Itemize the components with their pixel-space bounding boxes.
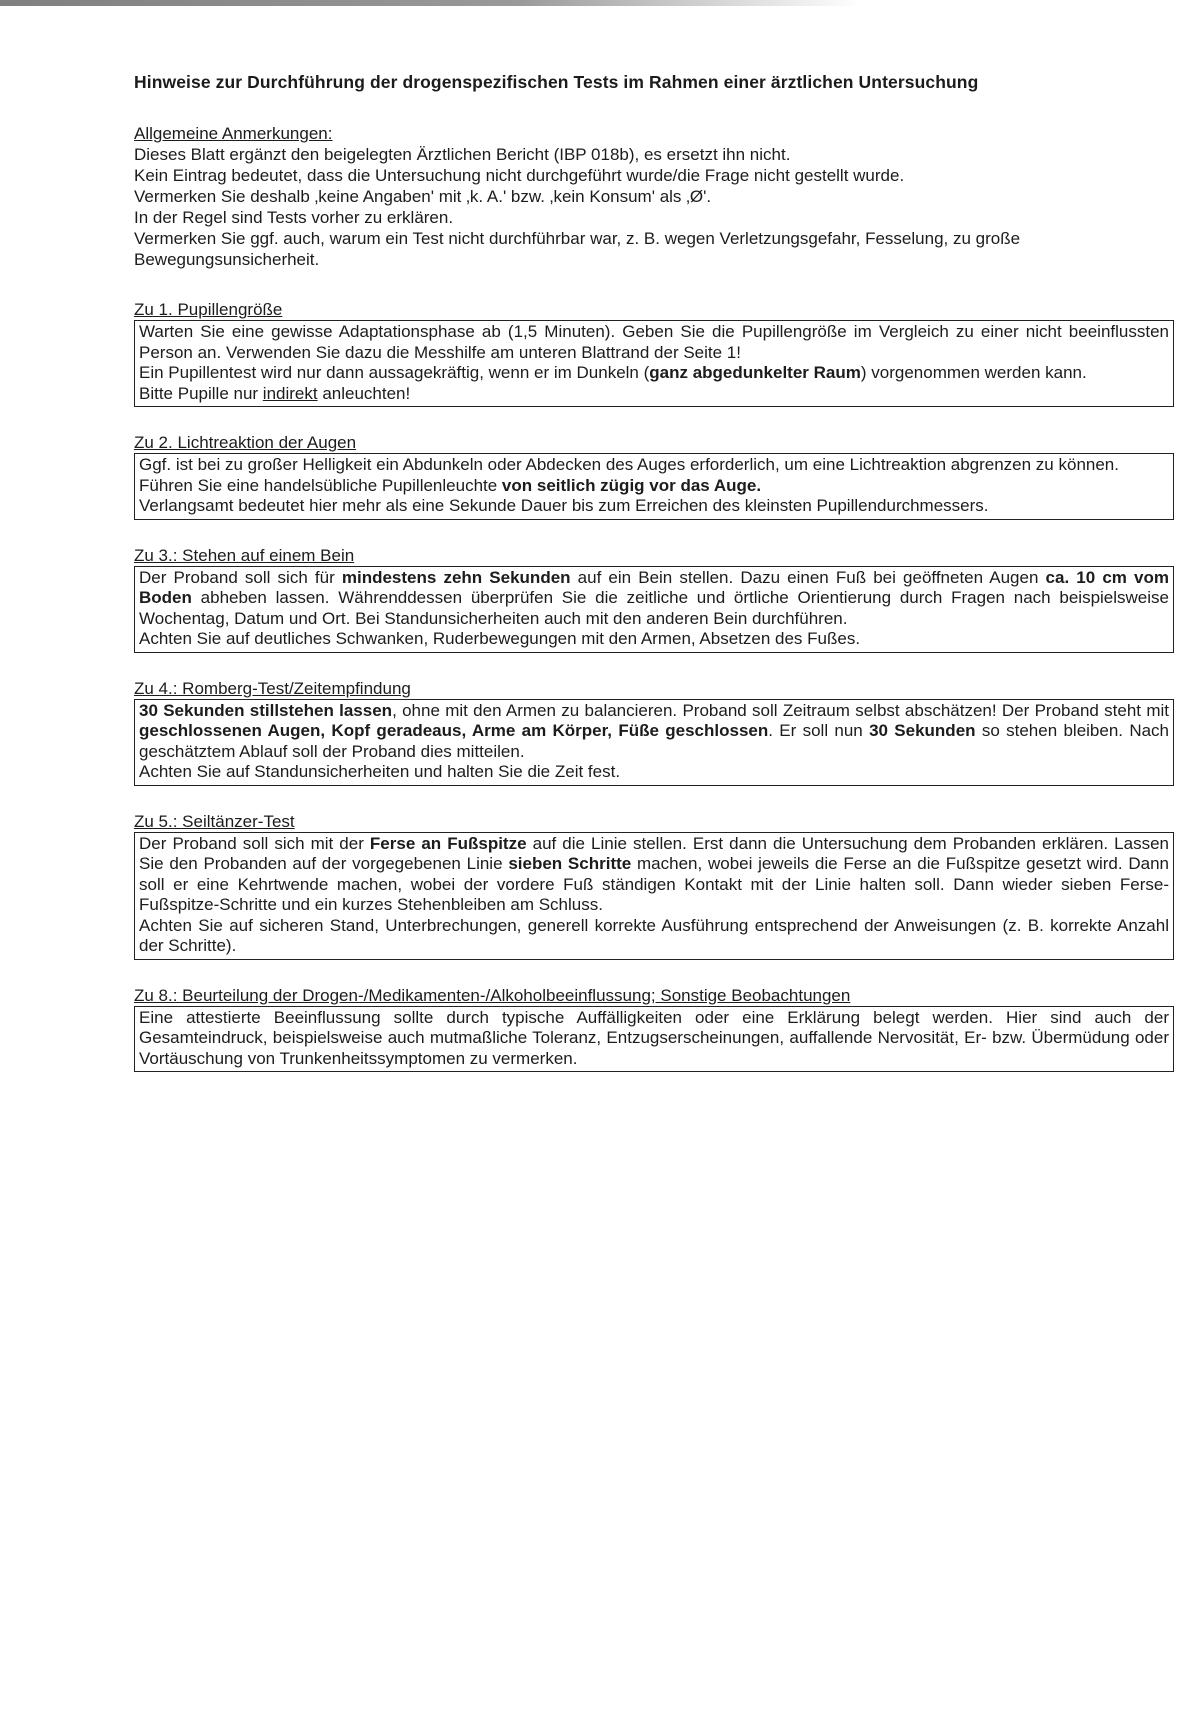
paragraph: Der Proband soll sich für mindestens zehn Sekunden auf ein Bein stellen. Dazu einen Fuß bei geöffneten Augen ca. 10 cm vom Boden abheben lassen. Währenddessen überprüfen Sie die zeitliche und örtliche Orientierung durch Fragen nach beispielsweise Wochentag, Datum und Ort. Bei Standunsicherheiten auch mit den anderen Bein durchführen. bbox=[139, 567, 1169, 628]
section-assessment bbox=[134, 986, 1174, 1073]
document-title: Hinweise zur Durchführung der drogenspezifischen Tests im Rahmen einer ärztlichen Untersuchung bbox=[134, 72, 979, 92]
paragraph: Bitte Pupille nur indirekt anleuchten! bbox=[139, 383, 411, 403]
section-box bbox=[134, 1006, 1174, 1073]
general-remark-line: Kein Eintrag bedeutet, dass die Untersuchung nicht durchgeführt wurde/die Frage nicht gestellt wurde. bbox=[134, 166, 905, 185]
section-box bbox=[134, 453, 1174, 520]
paragraph: Der Proband soll sich mit der Ferse an Fußspitze auf die Linie stellen. Erst dann die Untersuchung dem Probanden erklären. Lassen Sie den Probanden auf der vorgegebenen Linie sieben Schritte machen, wobei jeweils die Ferse an die Fußspitze gesetzt wird. Dann soll er eine Kehrtwende machen, wobei der vordere Fuß ständigen Kontakt mit der Linie halten soll. Dann wieder sieben Ferse-Fußspitze-Schritte und ein kurzes Stehenbleiben am Schluss. bbox=[139, 833, 1170, 914]
section-box bbox=[134, 832, 1174, 960]
section-tightrope-test bbox=[134, 812, 1174, 960]
section-title: Zu 8.: Beurteilung der Drogen-/Medikamenten-/Alkoholbeeinflussung; Sonstige Beobachtungen bbox=[134, 985, 851, 1005]
paragraph: 30 Sekunden stillstehen lassen, ohne mit den Armen zu balancieren. Proband soll Zeitraum selbst abschätzen! Der Proband steht mit geschlossenen Augen, Kopf geradeaus, Arme am Körper, Füße geschlossen. Er soll nun 30 Sekunden so stehen bleiben. Nach geschätztem Ablauf soll der Proband dies mitteilen. bbox=[139, 700, 1170, 761]
general-remark-line: Vermerken Sie ggf. auch, warum ein Test nicht durchführbar war, z. B. wegen Verletzungsgefahr, Fesselung, zu große Bewegungsunsicherheit. bbox=[134, 229, 1021, 269]
paragraph: Ein Pupillentest wird nur dann aussagekräftig, wenn er im Dunkeln (ganz abgedunkelter Raum) vorgenommen werden kann. bbox=[139, 363, 1087, 382]
general-remarks-heading: Allgemeine Anmerkungen: bbox=[134, 124, 333, 143]
paragraph: Achten Sie auf deutliches Schwanken, Ruderbewegungen mit den Armen, Absetzen des Fußes. bbox=[139, 629, 861, 648]
paragraph: Eine attestierte Beeinflussung sollte durch typische Auffälligkeiten oder eine Erklärung belegt werden. Hier sind auch der Gesamteindruck, beispielsweise auch mutmaßliche Toleranz, Entzugserscheinungen, auffallende Nervosität, Er- bzw. Übermüdung oder Vortäuschung von Trunkenheitssymptomen zu vermerken. bbox=[139, 1007, 1169, 1068]
general-remark-line: Vermerken Sie deshalb ‚keine Angaben' mit ‚k. A.' bzw. ‚kein Konsum' als ‚Ø'. bbox=[134, 187, 712, 206]
section-box bbox=[134, 320, 1174, 407]
section-title: Zu 1. Pupillengröße bbox=[134, 300, 283, 319]
paragraph: Warten Sie eine gewisse Adaptationsphase ab (1,5 Minuten). Geben Sie die Pupillengröße im Vergleich zu einer nicht beeinflussten Person an. Verwenden Sie dazu die Messhilfe am unteren Blattrand der Seite 1! bbox=[139, 322, 1169, 362]
paragraph: Verlangsamt bedeutet hier mehr als eine Sekunde Dauer bis zum Erreichen des kleinsten Pupillendurchmessers. bbox=[139, 496, 989, 515]
paragraph: Achten Sie auf Standunsicherheiten und halten Sie die Zeit fest. bbox=[139, 762, 621, 781]
general-remark-line: Dieses Blatt ergänzt den beigelegten Ärztlichen Bericht (IBP 018b), es ersetzt ihn nicht. bbox=[134, 145, 791, 164]
paragraph: Führen Sie eine handelsübliche Pupillenleuchte von seitlich zügig vor das Auge. bbox=[139, 475, 762, 495]
general-remark-line: In der Regel sind Tests vorher zu erklären. bbox=[134, 208, 454, 227]
section-romberg-test bbox=[134, 679, 1174, 786]
section-title: Zu 2. Lichtreaktion der Augen bbox=[134, 433, 357, 452]
scan-artifact-line bbox=[0, 0, 860, 6]
document-page bbox=[134, 72, 1174, 1098]
paragraph: Achten Sie auf sicheren Stand, Unterbrechungen, generell korrekte Ausführung entsprechend der Anweisungen (z. B. korrekte Anzahl der Schritte). bbox=[139, 915, 1169, 955]
section-title: Zu 4.: Romberg-Test/Zeitempfindung bbox=[134, 678, 411, 698]
section-box bbox=[134, 699, 1174, 786]
section-light-reaction bbox=[134, 433, 1174, 520]
section-box bbox=[134, 566, 1174, 653]
section-title: Zu 3.: Stehen auf einem Bein bbox=[134, 545, 355, 565]
section-pupil-size bbox=[134, 300, 1174, 407]
section-one-leg-stand bbox=[134, 546, 1174, 653]
general-remarks bbox=[134, 123, 1174, 270]
section-title: Zu 5.: Seiltänzer-Test bbox=[134, 811, 295, 831]
paragraph: Ggf. ist bei zu großer Helligkeit ein Abdunkeln oder Abdecken des Auges erforderlich, um eine Lichtreaktion abgrenzen zu können. bbox=[139, 455, 1119, 474]
